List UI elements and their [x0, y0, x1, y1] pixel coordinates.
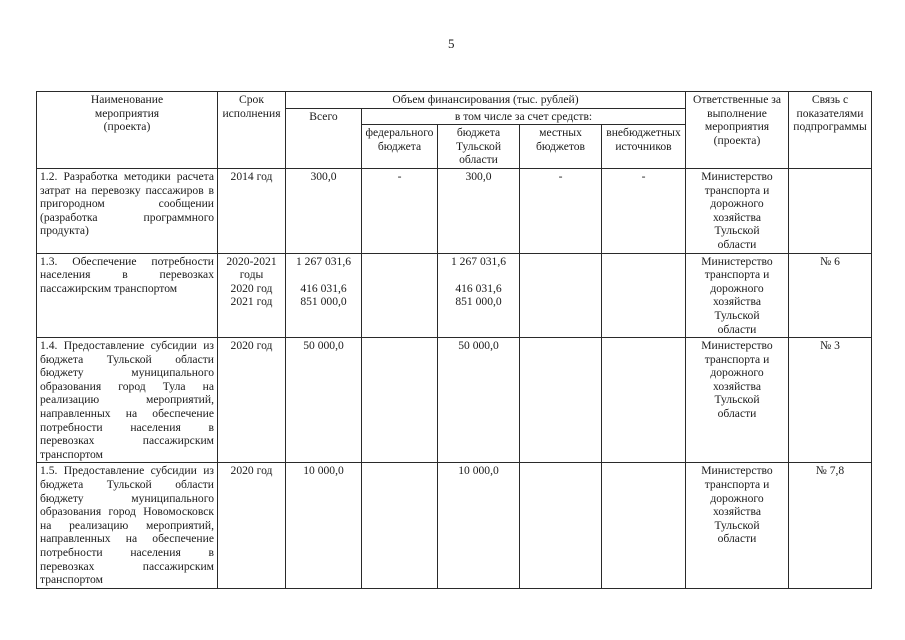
- row-local: [520, 338, 602, 463]
- table-row: [37, 338, 872, 463]
- header-row-1: [37, 92, 872, 109]
- header-name: Наименование мероприятия (проекта): [37, 92, 218, 169]
- header-responsible: Ответственные за выполнение мероприятия (проекта): [686, 92, 789, 169]
- header-funding: Объем финансирования (тыс. рублей): [286, 92, 686, 109]
- row-extra: -: [602, 168, 686, 253]
- row-term: 2020 год: [218, 463, 286, 588]
- header-including: в том числе за счет средств:: [362, 108, 686, 125]
- row-total: 10 000,0: [286, 463, 362, 588]
- row-local: -: [520, 168, 602, 253]
- financing-table: [36, 91, 872, 589]
- row-name: 1.5. Предоставление субсидии из бюджета Тульской области бюджету муниципального образования город Новомосковск на реализацию мероприятий, направленных на обеспечение потребности населения в перевозках пассажирским транспортом: [37, 463, 218, 588]
- row-regional: 1 267 031,6 416 031,6 851 000,0: [438, 253, 520, 338]
- row-total: 1 267 031,6 416 031,6 851 000,0: [286, 253, 362, 338]
- row-regional: 10 000,0: [438, 463, 520, 588]
- row-total: 300,0: [286, 168, 362, 253]
- row-extra: [602, 463, 686, 588]
- page-number: 5: [448, 36, 455, 51]
- row-name: 1.4. Предоставление субсидии из бюджета Тульской области бюджету муниципального образования город Тула на реализацию мероприятий, направленных на обеспечение потребности населения в перевозках пассажирским транспортом: [37, 338, 218, 463]
- row-responsible: Министерство транспорта и дорожного хозяйства Тульской области: [686, 253, 789, 338]
- table-row: [37, 253, 872, 338]
- row-term: 2020 год: [218, 338, 286, 463]
- row-total: 50 000,0: [286, 338, 362, 463]
- row-local: [520, 253, 602, 338]
- row-responsible: Министерство транспорта и дорожного хозяйства Тульской области: [686, 463, 789, 588]
- row-local: [520, 463, 602, 588]
- row-term: 2014 год: [218, 168, 286, 253]
- row-extra: [602, 253, 686, 338]
- row-link: № 3: [789, 338, 872, 463]
- row-link: [789, 168, 872, 253]
- row-responsible: Министерство транспорта и дорожного хозяйства Тульской области: [686, 168, 789, 253]
- row-federal: -: [362, 168, 438, 253]
- row-federal: [362, 463, 438, 588]
- row-regional: 50 000,0: [438, 338, 520, 463]
- row-federal: [362, 253, 438, 338]
- header-extra: внебюджетных источников: [602, 125, 686, 169]
- header-regional: бюджета Тульской области: [438, 125, 520, 169]
- table-row: [37, 463, 872, 588]
- row-name: 1.2. Разработка методики расчета затрат на перевозку пассажиров в пригородном сообщении (разработка программного продукта): [37, 168, 218, 253]
- header-local: местных бюджетов: [520, 125, 602, 169]
- row-link: № 7,8: [789, 463, 872, 588]
- table-row: [37, 168, 872, 253]
- row-link: № 6: [789, 253, 872, 338]
- header-link: Связь с показателями подпрограммы: [789, 92, 872, 169]
- row-regional: 300,0: [438, 168, 520, 253]
- header-total: Всего: [286, 108, 362, 168]
- row-extra: [602, 338, 686, 463]
- header-federal: федерального бюджета: [362, 125, 438, 169]
- header-term: Срок исполнения: [218, 92, 286, 169]
- row-responsible: Министерство транспорта и дорожного хозяйства Тульской области: [686, 338, 789, 463]
- row-federal: [362, 338, 438, 463]
- row-term: 2020-2021 годы 2020 год 2021 год: [218, 253, 286, 338]
- row-name: 1.3. Обеспечение потребности населения в перевозках пассажирским транспортом: [37, 253, 218, 338]
